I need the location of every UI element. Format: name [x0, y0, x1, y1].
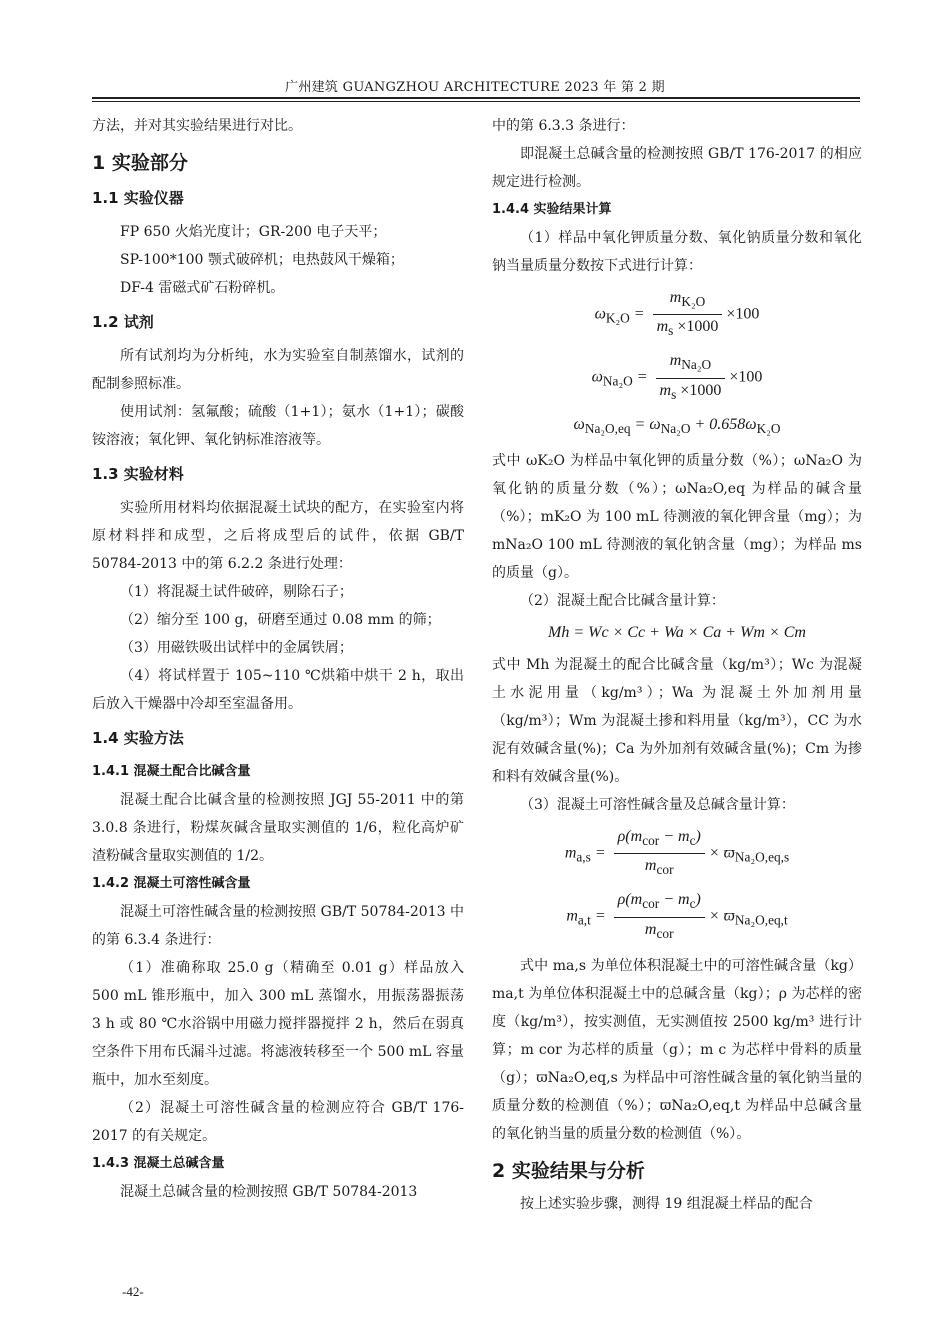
paragraph: 中的第 6.3.3 条进行：	[492, 118, 635, 134]
paragraph: （2）混凝土可溶性碱含量的检测应符合 GB/T 176-2017 的有关规定。	[92, 1100, 464, 1144]
paragraph: （1）样品中氧化钾质量分数、氧化钠质量分数和氧化钠当量质量分数按下式进行计算：	[492, 230, 862, 274]
paragraph: （1）准确称取 25.0 g（精确至 0.01 g）样品放入 500 mL 锥形瓶中，加入 300 mL 蒸馏水，用振荡器振荡 3 h 或 80 ℃水浴锅中用磁力搅拌器搅拌 2 h，然后在弱真空条件下用布氏漏斗过滤。将滤液转移至一个 500 mL 容量瓶中，加水至刻度。	[92, 960, 464, 1088]
subsubsection-heading-1-4-3: 1.4.3 混凝土总碱含量	[92, 1156, 225, 1171]
formula-na2o: $\omega_{Na_2O}$ = $\frac{m_{Na_2O}}{m_s \times 1000}$ ×100	[492, 349, 862, 406]
list-item: （4）将试样置于 105~110 ℃烘箱中烘干 2 h，取出后放入干燥器中冷却至室温备用。	[92, 668, 464, 712]
paragraph: （3）混凝土可溶性碱含量及总碱含量计算：	[520, 796, 795, 813]
instrument-line: DF-4 雷磁式矿石粉碎机。	[120, 280, 285, 296]
section-heading-2: 2 实验结果与分析	[492, 1159, 645, 1182]
paragraph: 所有试剂均为分析纯，水为实验室自制蒸馏水，试剂的配制参照标准。	[92, 348, 464, 392]
subsection-heading-1-2: 1.2 试剂	[92, 313, 154, 331]
instrument-line: SP-100*100 颚式破碎机；电热鼓风干燥箱；	[120, 252, 404, 268]
paragraph: 使用试剂：氢氟酸；硫酸（1+1）；氨水（1+1）；碳酸铵溶液；氧化钾、氧化钠标准溶液等。	[92, 404, 464, 448]
right-column	[492, 112, 862, 1218]
formula-na2o-eq: $\omega_{Na_2O,eq} = \omega_{Na_2O} + 0.658\omega_{K_2O}$	[573, 415, 781, 436]
formula-mix-alkali: Mh = Wc × Cc + Wa × Ca + Wm × Cm	[548, 623, 806, 641]
header-rule-thin	[92, 101, 860, 102]
paragraph: 混凝土配合比碱含量的检测按照 JGJ 55-2011 中的第 3.0.8 条进行，粉煤灰碱含量取实测值的 1/6，粒化高炉矿渣粉碱含量取实测值的 1/2。	[92, 792, 464, 864]
paragraph: 实验所用材料均依据混凝土试块的配方，在实验室内将原材料拌和成型，之后将成型后的试件，依据 GB/T 50784-2013 中的第 6.2.2 条进行处理：	[92, 500, 464, 572]
subsection-heading-1-1: 1.1 实验仪器	[92, 189, 184, 207]
subsection-heading-1-4: 1.4 实验方法	[92, 729, 184, 747]
running-header: 广州建筑 GUANGZHOU ARCHITECTURE 2023 年 第 2 期	[285, 80, 665, 95]
instrument-line: FP 650 火焰光度计；GR-200 电子天平；	[120, 224, 387, 240]
header-rule-thick	[92, 97, 860, 99]
formula-k2o: $\omega_{K_2O}$ = $\frac{m_{K_2O}}{m_s \times 1000}$ ×100	[492, 286, 862, 343]
left-column	[92, 112, 464, 1206]
formula-soluble-alkali: $m_{a,s}$ = $\frac{\rho(m_{cor} - m_c)}{m_{cor}}$ × $ϖ_{Na_2O,eq,s}$	[492, 825, 862, 882]
subsubsection-heading-1-4-1: 1.4.1 混凝土配合比碱含量	[92, 764, 251, 779]
paragraph: 按上述实验步骤，测得 19 组混凝土样品的配合	[520, 1195, 813, 1212]
paragraph: 混凝土可溶性碱含量的检测按照 GB/T 50784-2013 中的第 6.3.4 条进行：	[92, 904, 464, 948]
page-number: -42-	[122, 1284, 144, 1299]
subsubsection-heading-1-4-4: 1.4.4 实验结果计算	[492, 202, 612, 217]
paragraph: 式中 ma,s 为单位体积混凝土中的可溶性碱含量（kg） ma,t 为单位体积混凝土中的总碱含量（kg）；ρ 为芯样的密度（kg/m³），按实测值，无实测值按 2500 kg/m³ 进行计算；m cor 为芯样的质量（g）；m c 为芯样中骨料的质量（g）；ϖNa₂O,eq,s 为样品中可溶性碱含量的氧化钠当量的质量分数的检测值（%）；ϖNa₂O,eq,t 为样品中总碱含量的氧化钠当量的质量分数的检测值（%）。	[492, 957, 862, 1142]
list-item: （3）用磁铁吸出试样中的金属铁屑；	[120, 640, 353, 656]
formula-total-alkali: $m_{a,t}$ = $\frac{\rho(m_{cor} - m_c)}{m_{cor}}$ × $ϖ_{Na_2O,eq,t}$	[492, 888, 862, 945]
paragraph: 式中 Mh 为混凝土的配合比碱含量（kg/m³）；Wc 为混凝土水泥用量（kg/m³）；Wa 为混凝土外加剂用量（kg/m³）；Wm 为混凝土掺和料用量（kg/m³），CC 为水泥有效碱含量(%)；Ca 为外加剂有效碱含量(%)；Cm 为掺和料有效碱含量(%)。	[492, 656, 862, 785]
paragraph: 式中 ωK₂O 为样品中氧化钾的质量分数（%）；ωNa₂O 为氧化钠的质量分数（%）；ωNa₂O,eq 为样品的碱含量（%）；mK₂O 为 100 mL 待测液的氧化钾含量（mg）；为 mNa₂O 100 mL 待测液的氧化钠含量（mg）；为样品 ms 的质量（g）。	[492, 452, 862, 581]
list-item: （2）缩分至 100 g，研磨至通过 0.08 mm 的筛；	[120, 612, 441, 628]
section-heading-1: 1 实验部分	[92, 152, 188, 174]
paragraph: （2）混凝土配合比碱含量计算：	[520, 592, 725, 609]
paragraph: 即混凝土总碱含量的检测按照 GB/T 176-2017 的相应规定进行检测。	[492, 146, 862, 190]
subsection-heading-1-3: 1.3 实验材料	[92, 465, 184, 483]
paragraph: 混凝土总碱含量的检测按照 GB/T 50784-2013	[120, 1184, 418, 1200]
list-item: （1）将混凝土试件破碎，剔除石子；	[120, 584, 353, 600]
subsubsection-heading-1-4-2: 1.4.2 混凝土可溶性碱含量	[92, 876, 251, 891]
paragraph: 方法，并对其实验结果进行对比。	[92, 118, 302, 134]
